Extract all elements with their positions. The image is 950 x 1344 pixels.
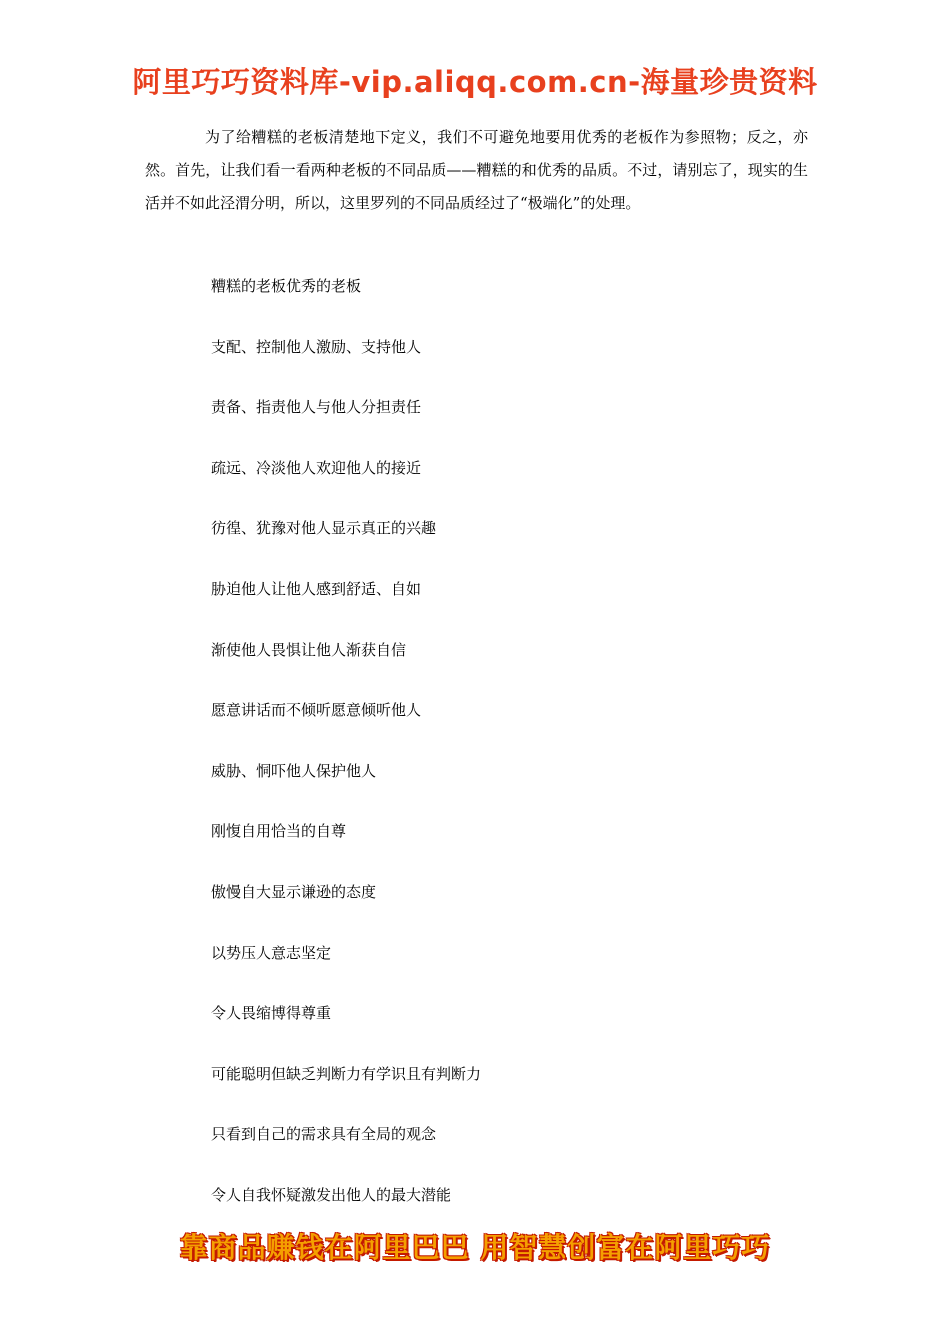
list-item: 疏远、冷淡他人欢迎他人的接近: [211, 458, 422, 477]
list-item: 胁迫他人让他人感到舒适、自如: [211, 579, 422, 598]
list-item: 以势压人意志坚定: [211, 943, 332, 962]
header-banner: 阿里巧巧资料库-vip.aliqq.com.cn-海量珍贵资料: [132, 65, 818, 99]
list-item: 渐使他人畏惧让他人渐获自信: [211, 640, 407, 659]
comparison-list: [211, 272, 481, 1242]
intro-paragraph: 为了给糟糕的老板清楚地下定义，我们不可避免地要用优秀的老板作为参照物；反之，亦然。首先，让我们看一看两种老板的不同品质——糟糕的和优秀的品质。不过，请别忘了，现实的生活并不如此泾渭分明，所以，这里罗列的不同品质经过了“极端化”的处理。: [145, 128, 808, 212]
list-item: 刚愎自用恰当的自尊: [211, 822, 347, 841]
list-item: 糟糕的老板优秀的老板: [211, 277, 362, 295]
list-item: 令人自我怀疑激发出他人的最大潜能: [211, 1185, 452, 1204]
list-item: 彷徨、犹豫对他人显示真正的兴趣: [211, 519, 437, 538]
list-item: 责备、指责他人与他人分担责任: [211, 398, 422, 417]
list-item: 可能聪明但缺乏判断力有学识且有判断力: [211, 1064, 482, 1083]
list-item: 威胁、恫吓他人保护他人: [211, 761, 377, 780]
footer-banner: 靠商品赚钱在阿里巴巴 用智慧创富在阿里巧巧: [179, 1231, 771, 1264]
list-item: 令人畏缩博得尊重: [211, 1004, 332, 1023]
list-item: 支配、控制他人激励、支持他人: [211, 337, 422, 356]
list-item: 只看到自己的需求具有全局的观念: [211, 1125, 437, 1144]
list-item: 愿意讲话而不倾听愿意倾听他人: [211, 701, 422, 720]
list-item: 傲慢自大显示谦逊的态度: [211, 882, 377, 901]
